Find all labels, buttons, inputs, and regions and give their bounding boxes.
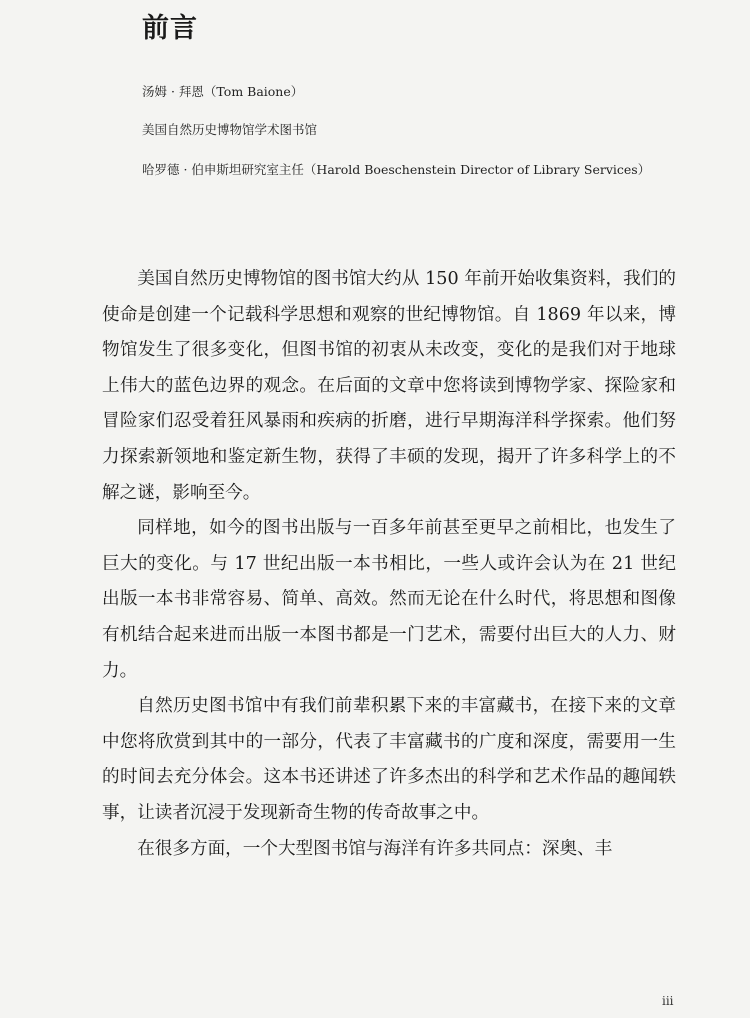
paragraph-4: 在很多方面，一个大型图书馆与海洋有许多共同点：深奥、丰 [137, 838, 613, 859]
position-line: 哈罗德 · 伯申斯坦研究室主任（Harold Boeschenstein Director of Library Services） [142, 162, 651, 177]
paragraph-3: 自然历史图书馆中有我们前辈积累下来的丰富藏书，在接下来的文章中您将欣赏到其中的一部分，代表了丰富藏书的广度和深度，需要用一生的时间去充分体会。这本书还讲述了许多杰出的科学和艺术作品的趣闻轶事，让读者沉浸于发现新奇生物的传奇故事之中。 [102, 696, 676, 823]
paragraph-2: 同样地，如今的图书出版与一百多年前甚至更早之前相比，也发生了巨大的变化。与 17 世纪出版一本书相比，一些人或许会认为在 21 世纪出版一本书非常容易、简单、高效。然而无论在什么时代，将思想和图像有机结合起来进而出版一本图书都是一门艺术，需要付出巨大的人力、财力。 [102, 518, 676, 681]
affiliation-line: 美国自然历史博物馆学术图书馆 [142, 122, 318, 137]
paragraph-1: 美国自然历史博物馆的图书馆大约从 150 年前开始收集资料，我们的使命是创建一个记载科学思想和观察的世纪博物馆。自 1869 年以来，博物馆发生了很多变化，但图书馆的初衷从未改变，变化的是我们对于地球上伟大的蓝色边界的观念。在后面的文章中您将读到博物学家、探险家和冒险家们忍受着狂风暴雨和疾病的折磨，进行早期海洋科学探索。他们努力探索新领地和鉴定新生物，获得了丰硕的发现，揭开了许多科学上的不解之谜，影响至今。 [102, 269, 676, 503]
author-line: 汤姆 · 拜恩（Tom Baione） [142, 84, 304, 99]
page-number: iii [662, 994, 674, 1008]
page-title: 前言 [142, 13, 198, 44]
body-text [102, 262, 676, 867]
